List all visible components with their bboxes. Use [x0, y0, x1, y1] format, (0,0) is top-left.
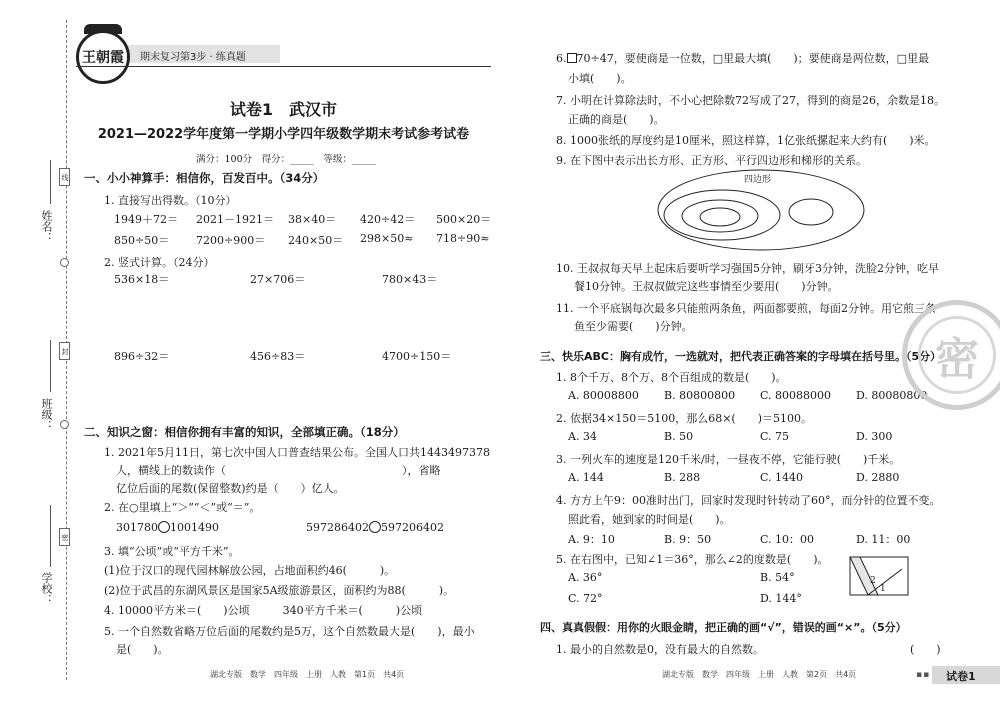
venn-square: [700, 208, 740, 226]
option-b[interactable]: B. 54°: [760, 571, 795, 584]
blank-box[interactable]: [567, 53, 577, 63]
q11-line1: 11. 一个平底锅每次最多只能煎两条鱼，两面都要煎，每面2分钟。用它煎三条: [556, 302, 936, 315]
s3-q1: 1. 8个千万、8个万、8个百组成的数是( )。: [556, 371, 787, 384]
q6-number: 6.: [556, 52, 567, 65]
school-field[interactable]: [50, 505, 51, 567]
section-2-heading: 二、知识之窗：相信你拥有丰富的知识，全部填正确。（18分）: [84, 425, 405, 439]
s2-q2: 2. 在○里填上“＞”“＜”或“＝”。: [104, 501, 261, 514]
venn-parallelogram: [664, 190, 780, 240]
header-rule: [76, 66, 491, 67]
option-a[interactable]: A. 34: [568, 430, 597, 443]
compare-circle[interactable]: [369, 521, 381, 533]
s3-q2: 2. 依据34×150＝5100，那么68×( )＝5100。: [556, 412, 812, 425]
venn-rectangle: [682, 200, 758, 232]
secret-stamp: [918, 316, 996, 394]
calc-item: 2021－1921＝: [196, 213, 274, 226]
stamp-char: 密: [935, 334, 979, 385]
q11-line2: 鱼至少需要( )分钟。: [574, 320, 693, 333]
vertical-calc-item: 536×18＝: [114, 273, 170, 286]
s2-q3: 3. 填“公顷”或“平方千米”。: [104, 545, 240, 558]
s2-q3-b: (2)位于武昌的东湖风景区是国家5A级旅游景区，面积约为88( )。: [104, 584, 455, 597]
option-b[interactable]: B. 9：50: [664, 533, 712, 546]
option-a[interactable]: A. 9：10: [568, 533, 615, 546]
option-a[interactable]: A. 80008800: [568, 389, 639, 402]
option-d[interactable]: D. 300: [856, 430, 893, 443]
calc-item: 850÷50＝: [114, 234, 170, 247]
s2-q1-line1: 1. 2021年5月11日，第七次中国人口普查结果公布。全国人口共1443497378: [104, 446, 490, 459]
option-b[interactable]: B. 288: [664, 471, 701, 484]
s3-q5: 5. 在右图中，已知∠1＝36°，那么∠2的度数是( )。: [556, 553, 829, 566]
logo-badge: [76, 30, 130, 84]
compare-left: 597286402: [306, 521, 369, 534]
s3-q4-line2: 照此看，她到家的时间是( )。: [568, 513, 731, 526]
angle-1-label: 1: [880, 584, 886, 594]
calc-item: 718÷90≈: [436, 232, 490, 245]
paper-title: 试卷1 武汉市: [229, 100, 338, 119]
vertical-calc-item: 27×706＝: [250, 273, 306, 286]
compare-circle[interactable]: [158, 521, 170, 533]
option-d[interactable]: D. 144°: [760, 592, 802, 605]
s3-q4-line1: 4. 方方上午9：00准时出门，回家时发现时针转动了60°，而分针的位置不变。: [556, 494, 941, 507]
option-b[interactable]: B. 50: [664, 430, 694, 443]
s1-q2: 2. 竖式计算。（24分）: [104, 256, 215, 269]
s1-q1: 1. 直接写出得数。（10分）: [104, 194, 237, 207]
option-a[interactable]: A. 144: [568, 471, 604, 484]
s2-q1-line2: 人，横线上的数读作（ ），省略: [116, 464, 441, 477]
q9: 9. 在下图中表示出长方形、正方形、平行四边形和梯形的关系。: [556, 154, 867, 167]
calc-item: 240×50＝: [288, 234, 344, 247]
logo-text: 王朝霞: [82, 50, 124, 66]
calc-item: 7200÷900＝: [196, 234, 266, 247]
s2-q5-line1: 5. 一个自然数省略万位后面的尾数约是5万，这个自然数最大是( )，最小: [104, 625, 475, 638]
s2-q2-pair-1: [116, 521, 219, 534]
school-label: 学校：: [40, 572, 53, 605]
calc-item: 420÷42＝: [360, 213, 416, 226]
option-c[interactable]: C. 75: [760, 430, 790, 443]
section-3-heading: 三、快乐ABC：胸有成竹，一选就对，把代表正确答案的字母填在括号里。（5分）: [540, 350, 942, 363]
step-label: 期末复习第3步 · 练真题: [140, 52, 246, 63]
q10-line1: 10. 王叔叔每天早上起床后要听学习强国5分钟，刷牙3分钟，洗脸2分钟，吃早: [556, 262, 939, 275]
q6-line1: [556, 50, 929, 66]
option-d[interactable]: D. 2880: [856, 471, 900, 484]
option-d[interactable]: D. 11：00: [856, 533, 911, 546]
binding-mark-mi: 密: [59, 528, 70, 546]
calc-item: 298×50≈: [360, 232, 414, 245]
q10-line2: 餐10分钟。王叔叔做完这些事情至少要用( )分钟。: [574, 280, 839, 293]
class-field[interactable]: [50, 340, 51, 392]
section-1-heading: 一、小小神算手：相信你，百发百中。（34分）: [84, 171, 325, 185]
s2-q3-a: (1)位于汉口的现代园林解放公园，占地面积约46( )。: [104, 564, 396, 577]
binding-mark-xian: 线: [59, 168, 70, 186]
option-c[interactable]: C. 10：00: [760, 533, 815, 546]
q6-text: 70÷47，要使商是一位数，□里最大填( )；要使商是两位数，□里最: [576, 52, 930, 65]
page-tab-label: 试卷1: [946, 670, 976, 683]
option-c[interactable]: C. 72°: [568, 592, 603, 605]
answer-paren[interactable]: ( ): [910, 643, 941, 656]
name-field[interactable]: [50, 160, 51, 204]
venn-trapezoid: [789, 199, 833, 225]
score-line: 满分：100分 得分：_____ 等级：_____: [196, 154, 376, 165]
option-a[interactable]: A. 36°: [568, 571, 603, 584]
binding-hole: [60, 420, 69, 429]
vertical-calc-item: 780×43＝: [382, 273, 438, 286]
binding-mark-feng: 封: [59, 342, 70, 360]
vertical-calc-item: 4700÷150＝: [382, 350, 452, 363]
s3-q3: 3. 一列火车的速度是120千米/时，一昼夜不停，它能行驶( )千米。: [556, 453, 901, 466]
venn-label: 四边形: [744, 175, 772, 185]
option-d[interactable]: D. 80080800: [856, 389, 928, 402]
page-tab-dots: ▪▪: [916, 670, 931, 680]
compare-right: 597206402: [381, 521, 444, 534]
binding-hole: [60, 258, 69, 267]
s2-q1-line3: 亿位后面的尾数(保留整数)约是（ ）亿人。: [116, 482, 345, 495]
calc-item: 500×20＝: [436, 213, 492, 226]
left-footer: 湖北专版 数学 四年级 上册 人教 第1页 共4页: [210, 670, 405, 679]
calc-item: 38×40＝: [288, 213, 337, 226]
vertical-calc-item: 456÷83＝: [250, 350, 306, 363]
section-4-heading: 四、真真假假：用你的火眼金睛，把正确的画“√”，错误的画“×”。（5分）: [540, 621, 907, 634]
right-footer: 湖北专版 数学 四年级 上册 人教 第2页 共4页: [662, 670, 857, 679]
compare-right: 1001490: [170, 521, 219, 534]
class-label: 班级：: [40, 398, 53, 431]
vertical-calc-item: 896÷32＝: [114, 350, 170, 363]
q7-line1: 7. 小明在计算除法时，不小心把除数72写成了27，得到的商是26，余数是18。: [556, 94, 945, 107]
option-b[interactable]: B. 80800800: [664, 389, 736, 402]
s2-q2-pair-2: [306, 521, 444, 534]
option-c[interactable]: C. 80088000: [760, 389, 832, 402]
q7-line2: 正确的商是( )。: [568, 113, 665, 126]
name-label: 姓名：: [40, 210, 53, 243]
s4-q1: 1. 最小的自然数是0，没有最大的自然数。: [556, 643, 764, 656]
folded-paper-angle-figure: [842, 551, 912, 601]
calc-item: 1949＋72＝: [114, 213, 178, 226]
q6-line2: 小填( )。: [568, 72, 632, 85]
compare-left: 301780: [116, 521, 158, 534]
q8: 8. 1000张纸的厚度约是10厘米，照这样算，1亿张纸摞起来大约有( )米。: [556, 134, 936, 147]
option-c[interactable]: C. 1440: [760, 471, 804, 484]
s2-q4: 4. 10000平方米＝( )公顷 340平方千米＝( )公顷: [104, 604, 423, 617]
paper-subtitle: 2021—2022学年度第一学期小学四年级数学期末考试参考试卷: [97, 127, 470, 142]
angle-2-label: 2: [870, 576, 876, 586]
s2-q5-line2: 是( )。: [116, 643, 169, 656]
